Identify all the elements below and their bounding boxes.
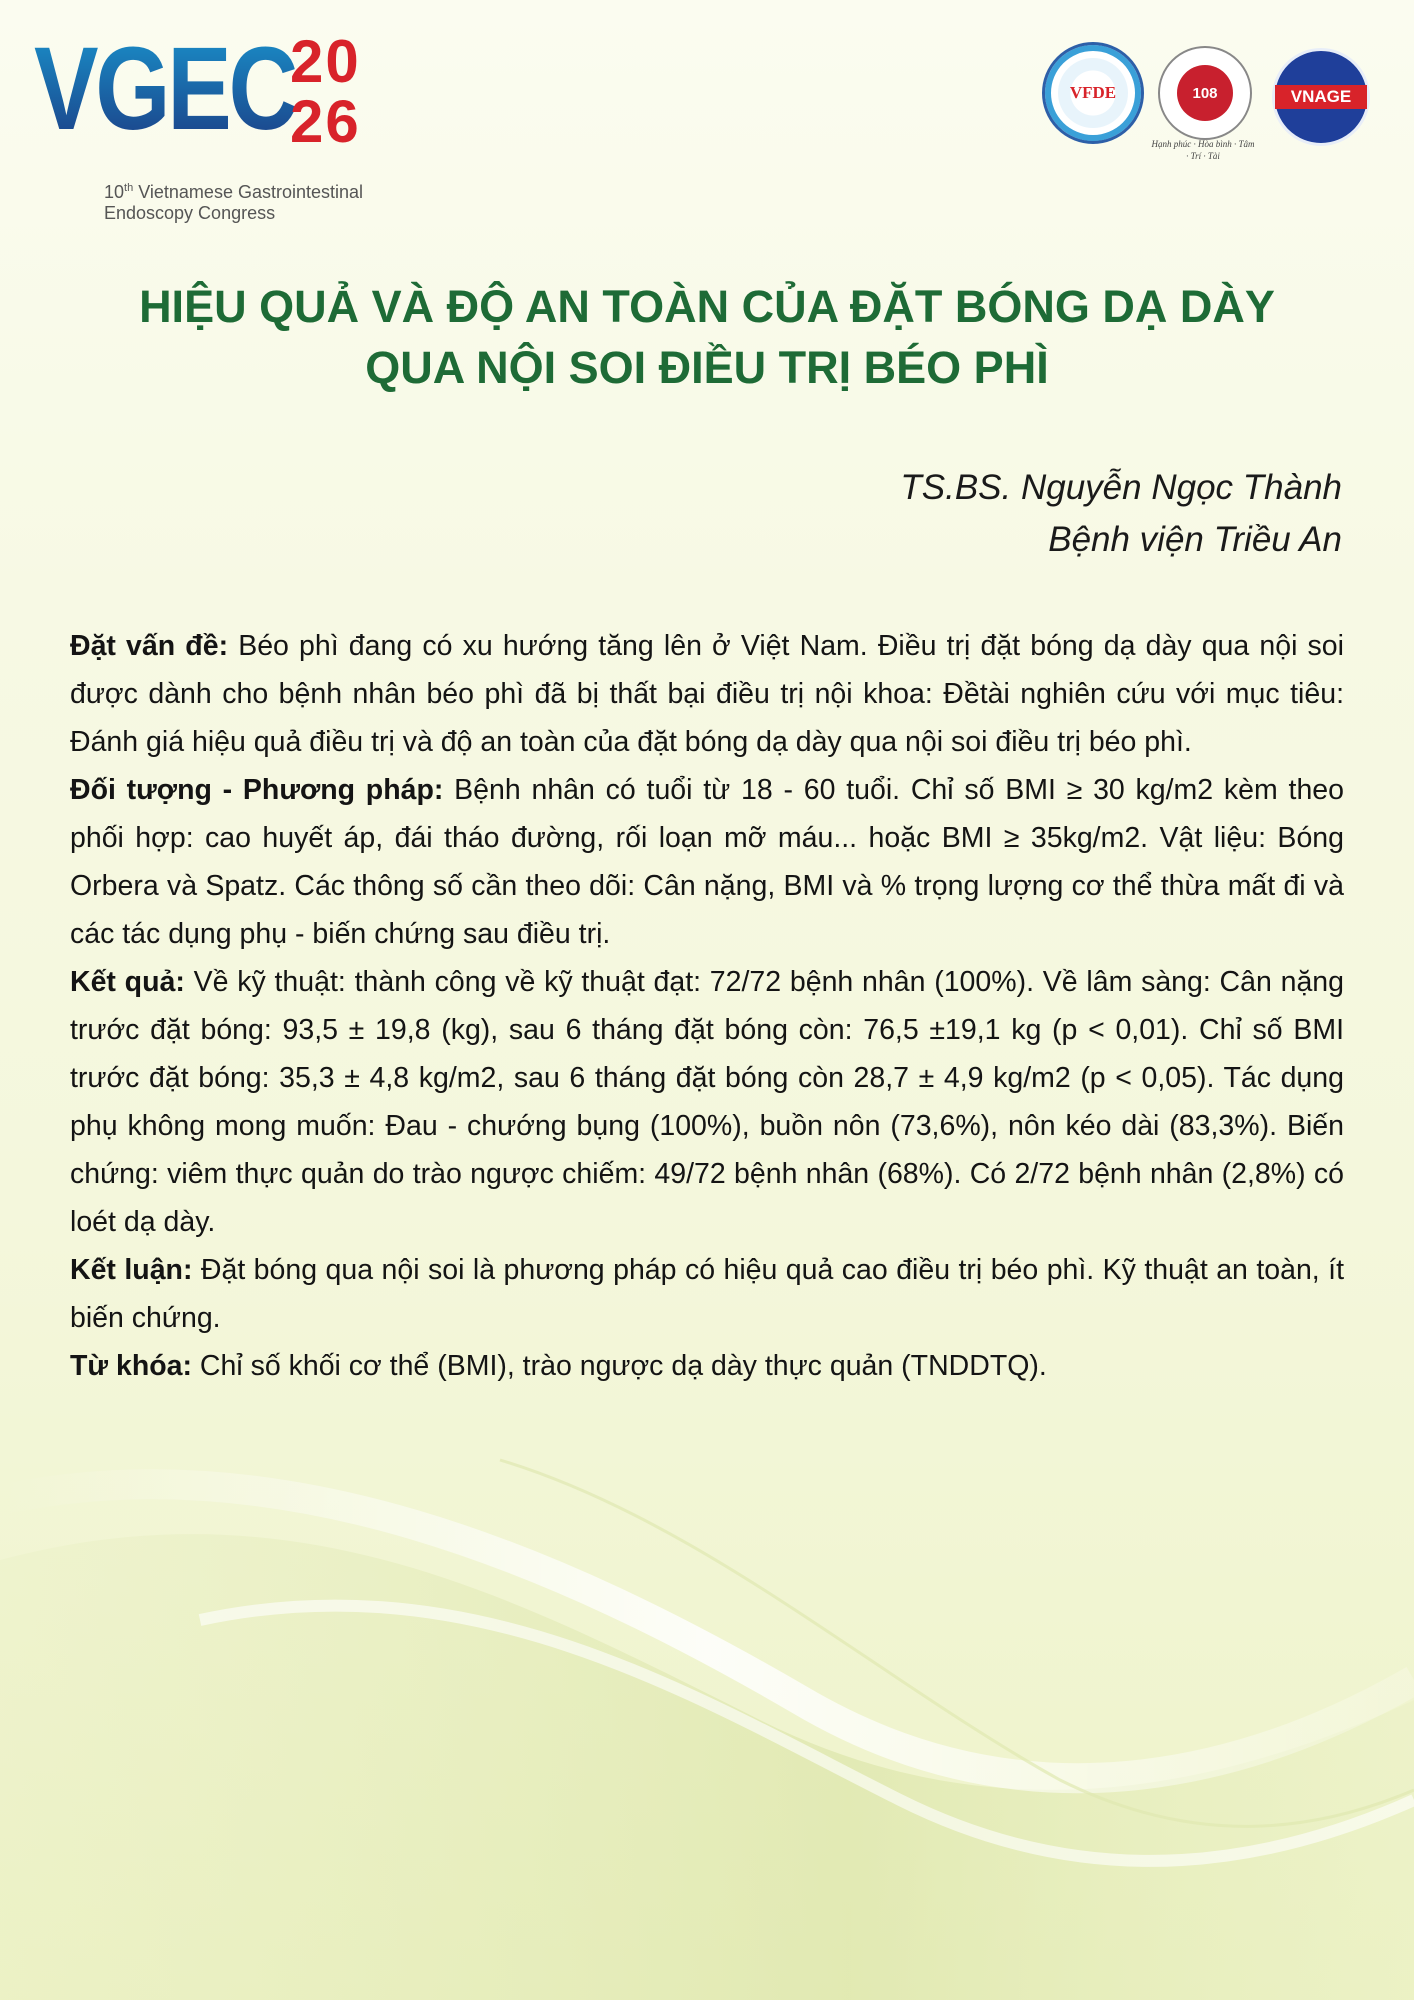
vfde-seal-logo (1042, 42, 1144, 144)
vnage-seal-text: VNAGE (1275, 85, 1367, 109)
logo-ordinal: 10 (104, 182, 125, 202)
vgec-2026-logo (34, 23, 414, 223)
abstract-background (70, 622, 1344, 766)
logo-subtitle (104, 178, 424, 224)
logo-subtitle-line1: Vietnamese Gastrointestinal (133, 182, 364, 202)
author-name: TS.BS. Nguyễn Ngọc Thành (900, 468, 1342, 507)
vnage-seal-logo (1272, 48, 1370, 146)
logo-subtitle-line2: Endoscopy Congress (104, 203, 276, 223)
keywords-text: Chỉ số khối cơ thể (BMI), trào ngược dạ dày thực quản (TNDDTQ). (191, 1350, 1047, 1382)
paper-title (80, 276, 1334, 398)
author-block (900, 462, 1342, 566)
hospital-108-caption: Hạnh phúc · Hòa bình · Tâm · Trí · Tài (1151, 139, 1255, 161)
methods-label: Đối tượng - Phương pháp: (70, 774, 444, 806)
abstract-conclusion (70, 1246, 1344, 1342)
results-text: Về kỹ thuật: thành công về kỹ thuật đạt: 72/72 bệnh nhân (100%). Về lâm sàng: Cân nặng trước đặt bóng: 93,5 ± 19,8 (kg), sau 6 tháng đặt bóng còn: 76,5 ±19,1 kg (p < 0,01). Chỉ số BMI trước đặt bóng: 35,3 ± 4,8 kg/m2, sau 6 tháng đặt bóng còn 28,7 ± 4,9 kg/m2 (p < 0,05). Tác dụng phụ không mong muốn: Đau - chướng bụng (100%), buồn nôn (73,6%), nôn kéo dài (83,3%). Biến chứng: viêm thực quản do trào ngược chiếm: 49/72 bệnh nhân (68%). Có 2/72 bệnh nhân (2,8%) có loét dạ dày. (70, 966, 1344, 1238)
logo-wordmark: VGEC (34, 23, 296, 155)
abstract (70, 622, 1344, 1390)
abstract-methods (70, 766, 1344, 958)
background-label: Đặt vấn đề: (70, 630, 229, 662)
hospital-108-seal-logo (1158, 46, 1252, 140)
abstract-results (70, 958, 1344, 1246)
conclusion-label: Kết luận: (70, 1254, 193, 1286)
author-organization: Bệnh viện Triều An (1048, 520, 1342, 559)
title-line-1: HIỆU QUẢ VÀ ĐỘ AN TOÀN CỦA ĐẶT BÓNG DẠ DÀY (139, 281, 1275, 332)
keywords-label: Từ khóa: (70, 1350, 192, 1382)
methods-text: Bệnh nhân có tuổi từ 18 - 60 tuổi. Chỉ số BMI ≥ 30 kg/m2 kèm theo phối hợp: cao huyết áp, đái tháo đường, rối loạn mỡ máu... hoặc BMI ≥ 35kg/m2. Vật liệu: Bóng Orbera và Spatz. Các thông số cần theo dõi: Cân nặng, BMI và % trọng lượng cơ thể thừa mất đi và các tác dụng phụ - biến chứng sau điều trị. (70, 774, 1344, 950)
abstract-keywords (70, 1342, 1344, 1390)
background-text: Béo phì đang có xu hướng tăng lên ở Việt Nam. Điều trị đặt bóng dạ dày qua nội soi được dành cho bệnh nhân béo phì đã bị thất bại điều trị nội khoa: Đềtài nghiên cứu với mục tiêu: Đánh giá hiệu quả điều trị và độ an toàn của đặt bóng dạ dày qua nội soi điều trị béo phì. (70, 630, 1344, 758)
logo-year-bottom: 26 (290, 88, 361, 155)
hospital-108-seal-text: 108 (1177, 65, 1233, 121)
vfde-seal-text: VFDE (1058, 58, 1128, 128)
logo-ordinal-suffix: th (124, 182, 134, 194)
conclusion-text: Đặt bóng qua nội soi là phương pháp có hiệu quả cao điều trị béo phì. Kỹ thuật an toàn, ít biến chứng. (70, 1254, 1345, 1334)
logo-year-top: 20 (290, 28, 361, 95)
logo-year (290, 28, 430, 155)
results-label: Kết quả: (70, 966, 185, 998)
title-line-2: QUA NỘI SOI ĐIỀU TRỊ BÉO PHÌ (365, 342, 1049, 393)
